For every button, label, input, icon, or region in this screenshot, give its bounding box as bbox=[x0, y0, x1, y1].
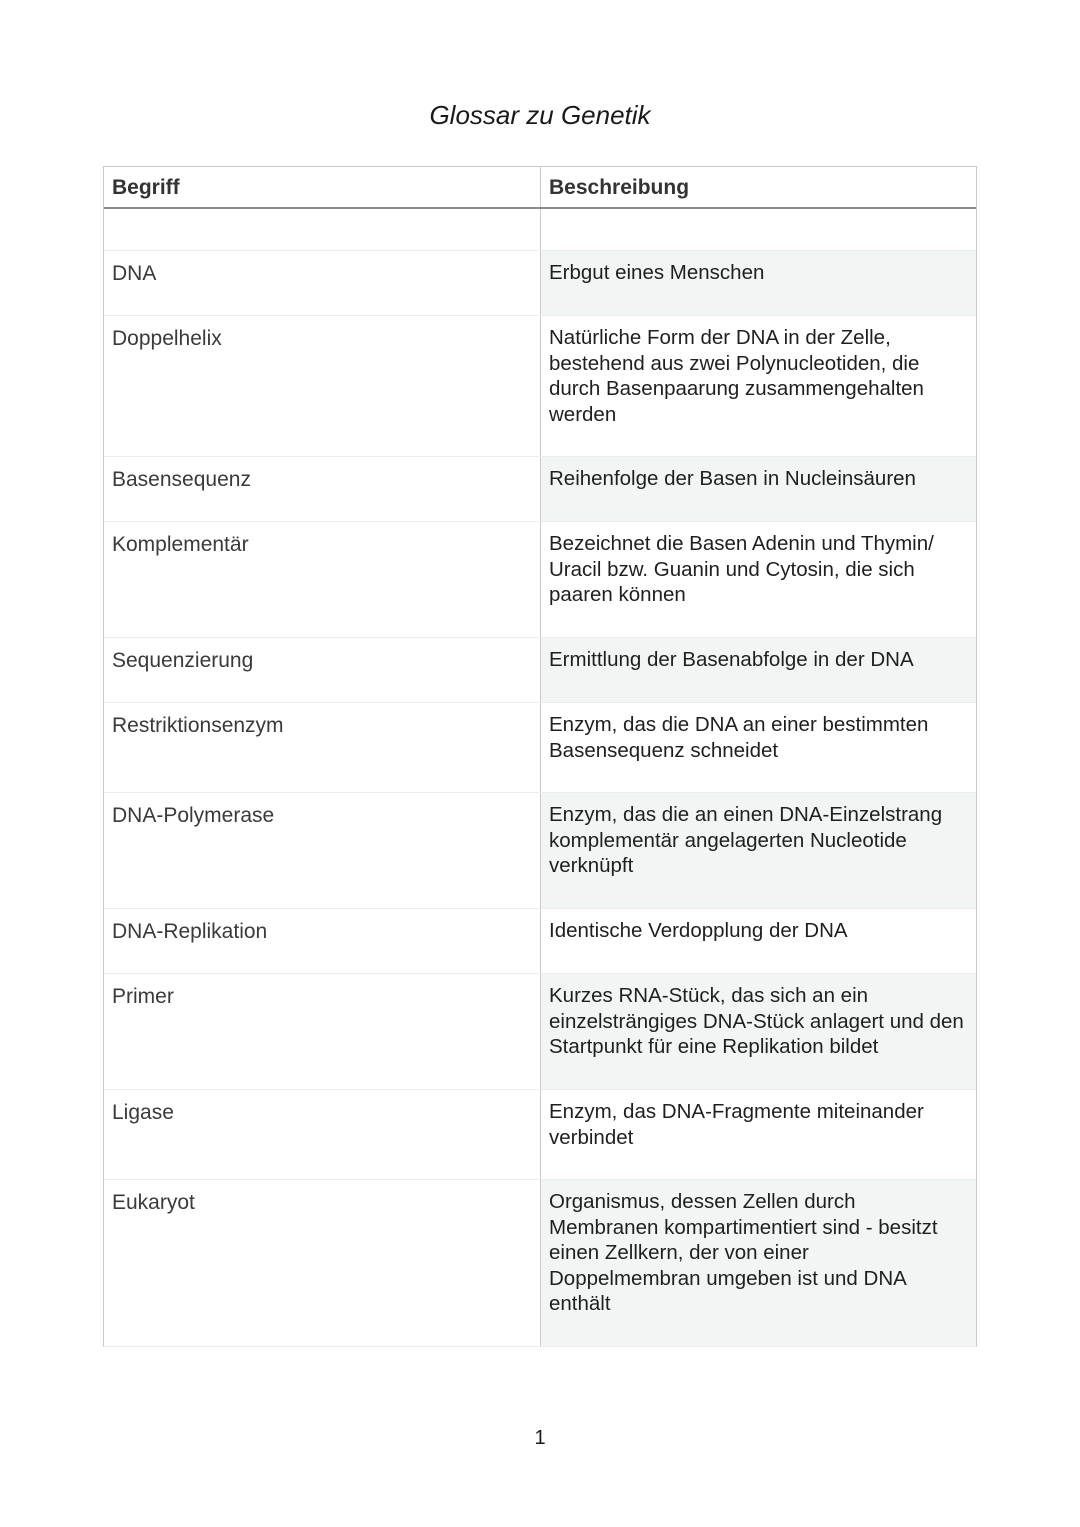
table-row bbox=[104, 316, 976, 457]
table-row bbox=[104, 1180, 976, 1347]
description-cell: Bezeichnet die Basen Adenin und Thymin/ Uracil bzw. Guanin und Cytosin, die sich paaren können bbox=[549, 532, 934, 606]
glossary-table bbox=[103, 166, 977, 1347]
description-cell bbox=[541, 209, 976, 250]
table-row bbox=[104, 909, 976, 974]
table-row bbox=[104, 974, 976, 1090]
document-title: Glossar zu Genetik bbox=[429, 100, 651, 130]
description-cell: Reihenfolge der Basen in Nucleinsäuren bbox=[541, 457, 976, 521]
description-cell: Enzym, das die an einen DNA-Einzelstrang komplementär angelagerten Nucleotide verknüpft bbox=[541, 793, 976, 908]
column-header-description: Beschreibung bbox=[549, 176, 690, 199]
table-row-empty bbox=[104, 209, 976, 251]
term-cell: Primer bbox=[104, 974, 541, 1089]
table-header bbox=[104, 167, 976, 209]
term-cell: DNA bbox=[104, 251, 541, 315]
term-cell: Komplementär bbox=[104, 522, 541, 637]
term-cell bbox=[104, 209, 541, 250]
description-cell: Enzym, das DNA-Fragmente miteinander verbindet bbox=[549, 1100, 924, 1149]
description-cell: Enzym, das die DNA an einer bestimmten Basensequenz schneidet bbox=[549, 713, 929, 762]
term-cell: DNA-Replikation bbox=[104, 909, 541, 973]
description-cell: Identische Verdopplung der DNA bbox=[549, 919, 848, 942]
description-cell: Natürliche Form der DNA in der Zelle, bestehend aus zwei Polynucleotiden, die durch Basenpaarung zusammengehalten werden bbox=[549, 326, 924, 426]
table-row bbox=[104, 793, 976, 909]
table-row bbox=[104, 522, 976, 638]
table-row bbox=[104, 251, 976, 316]
column-header-term: Begriff bbox=[104, 167, 541, 207]
term-cell: Sequenzierung bbox=[104, 638, 541, 702]
term-cell: Doppelhelix bbox=[104, 316, 541, 456]
term-cell: Ligase bbox=[104, 1090, 541, 1179]
table-row bbox=[104, 703, 976, 793]
term-cell: Basensequenz bbox=[104, 457, 541, 521]
term-cell: DNA-Polymerase bbox=[104, 793, 541, 908]
description-cell: Erbgut eines Menschen bbox=[541, 251, 976, 315]
page-number: 1 bbox=[534, 1427, 546, 1449]
description-cell: Ermittlung der Basenabfolge in der DNA bbox=[541, 638, 976, 702]
description-cell: Kurzes RNA-Stück, das sich an ein einzelsträngiges DNA-Stück anlagert und den Startpunkt für eine Replikation bildet bbox=[541, 974, 976, 1089]
table-row bbox=[104, 638, 976, 703]
table-row bbox=[104, 1090, 976, 1180]
table-row bbox=[104, 457, 976, 522]
term-cell: Restriktionsenzym bbox=[104, 703, 541, 792]
description-cell: Organismus, dessen Zellen durch Membranen kompartimentiert sind - besitzt einen Zellkern, der von einer Doppelmembran umgeben ist und DNA enthält bbox=[541, 1180, 976, 1346]
term-cell: Eukaryot bbox=[104, 1180, 541, 1346]
